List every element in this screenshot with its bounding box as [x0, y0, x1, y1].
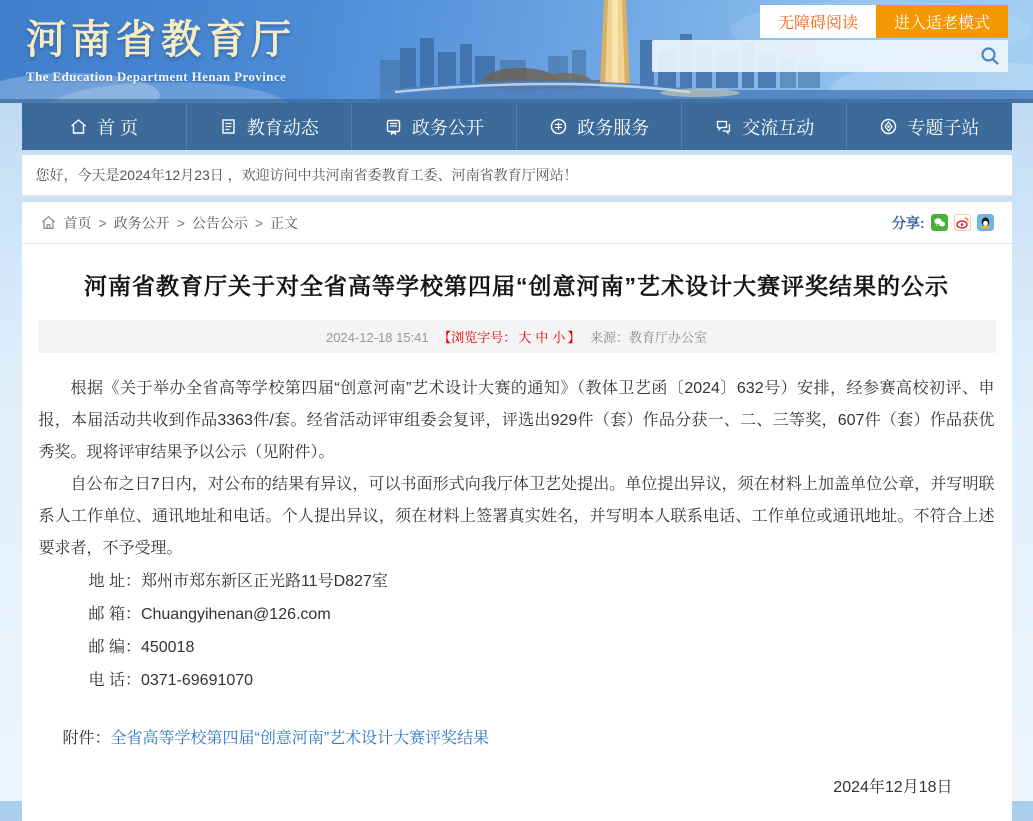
- site-logo-cn: 河南省教育厅: [26, 17, 296, 62]
- greeting-text: 您好，今天是2024年12月23日 ，欢迎访问中共河南省委教育工委、河南省教育厅网站！: [35, 167, 578, 183]
- topbar-buttons: [760, 5, 1008, 38]
- breadcrumb-separator: >: [98, 214, 107, 231]
- site-header: [0, 0, 1033, 103]
- breadcrumb-separator: >: [176, 214, 185, 231]
- nav-item-label: 专题子站: [907, 117, 980, 138]
- contact-value: Chuangyihenan@126.com: [140, 606, 331, 623]
- contact-value: 郑州市郑东新区正光路11号D827室: [140, 573, 388, 590]
- breadcrumb-item-disclosure[interactable]: 政务公开: [113, 214, 170, 231]
- article-paragraph: 根据《关于举办全省高等学校第四届“创意河南”艺术设计大赛的通知》（教体卫艺函〔2024〕632号）安排，经参赛高校初评、申报，本届活动共收到作品3363件/套。经省活动评审组委会复评，评选出929件（套）作品分获一、二、三等奖，607件（套）作品获优秀奖。现将评审结果予以公示（见附件）。: [38, 380, 995, 461]
- wechat-share-icon[interactable]: [931, 214, 948, 231]
- nav-item-interaction[interactable]: [681, 103, 846, 150]
- article-title: 河南省教育厅关于对全省高等学校第四届“创意河南”艺术设计大赛评奖结果的公示: [84, 273, 949, 299]
- search-button[interactable]: [972, 40, 1008, 72]
- book-icon: [384, 117, 403, 136]
- contact-label: 电 话：: [88, 672, 141, 689]
- nav-item-label: 教育动态: [246, 117, 319, 138]
- font-size-suffix: 】: [567, 330, 581, 345]
- search-icon: [979, 45, 1001, 67]
- breadcrumb: [40, 213, 299, 233]
- share-label: 分享:: [891, 214, 925, 231]
- contact-label: 邮 箱：: [88, 606, 141, 623]
- site-logo[interactable]: [26, 8, 296, 85]
- greeting-bar: [22, 155, 1012, 196]
- breadcrumb-row: [22, 202, 1012, 244]
- main-navigation: [22, 103, 1012, 150]
- breadcrumb-home-icon: [40, 214, 57, 231]
- contact-phone-line: [39, 664, 995, 697]
- attachment-line: [39, 725, 995, 748]
- nav-item-home[interactable]: [22, 103, 186, 150]
- contact-email-line: [39, 598, 995, 631]
- attachment-link[interactable]: 全省高等学校第四届“创意河南”艺术设计大赛评奖结果: [110, 730, 490, 747]
- home-icon: [69, 117, 88, 136]
- contact-postcode-line: [39, 631, 995, 664]
- qq-share-icon[interactable]: [977, 214, 994, 231]
- breadcrumb-separator: >: [254, 214, 264, 231]
- font-size-medium[interactable]: 中: [535, 330, 549, 345]
- share-box: [892, 213, 994, 233]
- subsite-icon: [879, 117, 898, 136]
- document-date: 2024年12月18日: [833, 779, 953, 796]
- nav-item-special-subsites[interactable]: [846, 103, 1011, 150]
- search-input[interactable]: [652, 40, 972, 72]
- site-search-bar: [652, 40, 1008, 72]
- attachment-label: 附件：: [62, 730, 111, 747]
- main-content-box: [22, 202, 1012, 821]
- site-logo-en: The Education Department Henan Province: [26, 69, 287, 84]
- article-meta-bar: [38, 320, 996, 353]
- nav-item-gov-disclosure[interactable]: [351, 103, 516, 150]
- breadcrumb-item-announcements[interactable]: 公告公示: [191, 214, 248, 231]
- font-size-small[interactable]: 小: [552, 330, 566, 345]
- contact-address-line: [39, 565, 995, 598]
- contact-value: 0371-69691070: [140, 672, 254, 689]
- article-body: [22, 373, 1012, 797]
- article-source: 来源：教育厅办公室: [589, 330, 707, 345]
- weibo-share-icon[interactable]: [954, 214, 971, 231]
- breadcrumb-item-home[interactable]: 首页: [63, 214, 92, 231]
- news-icon: [219, 117, 238, 136]
- nav-item-gov-services[interactable]: [516, 103, 681, 150]
- service-icon: [549, 117, 568, 136]
- nav-item-label: 政务公开: [411, 117, 484, 138]
- nav-item-label: 首 页: [97, 117, 139, 138]
- article-paragraph: 自公布之日7日内，对公布的结果有异议，可以书面形式向我厅体卫艺处提出。单位提出异议，须在材料上加盖单位公章，并写明联系人工作单位、通讯地址和电话。个人提出异议，须在材料上签署真实姓名，并写明本人联系电话、工作单位或通讯地址。不符合上述要求者，不予受理。: [38, 476, 995, 557]
- font-size-large[interactable]: 大: [518, 330, 532, 345]
- font-size-prefix: 【浏览字号：: [438, 330, 517, 345]
- elder-mode-button[interactable]: 进入适老模式: [876, 5, 1008, 38]
- nav-item-label: 政务服务: [577, 117, 650, 138]
- chat-icon: [714, 117, 733, 136]
- nav-item-label: 交流互动: [742, 117, 815, 138]
- contact-label: 邮 编：: [88, 639, 141, 656]
- contact-value: 450018: [140, 639, 195, 656]
- contact-label: 地 址：: [88, 573, 141, 590]
- publish-time: 2024-12-18 15:41: [326, 330, 429, 345]
- breadcrumb-item-current: 正文: [270, 214, 299, 231]
- accessibility-reading-button[interactable]: 无障碍阅读: [760, 5, 876, 38]
- nav-item-education-news[interactable]: [186, 103, 351, 150]
